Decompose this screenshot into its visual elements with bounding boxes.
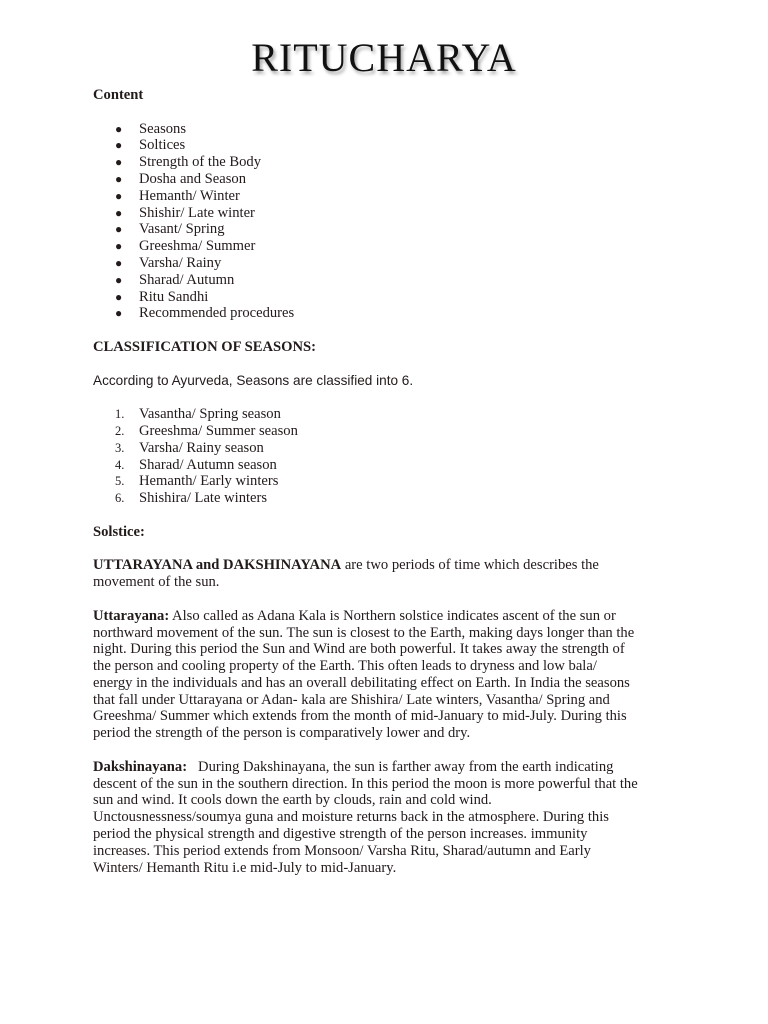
list-item bbox=[93, 406, 683, 423]
list-number: 2. bbox=[115, 423, 125, 438]
list-item bbox=[93, 490, 683, 507]
paragraph-line: period the strength of the person is comparatively lower and dry. bbox=[93, 725, 471, 742]
list-item-text: Recommended procedures bbox=[139, 305, 295, 322]
classification-heading: CLASSIFICATION OF SEASONS: bbox=[93, 338, 317, 355]
seasons-list bbox=[93, 406, 683, 507]
list-item bbox=[93, 188, 683, 205]
bullet-icon: ● bbox=[115, 121, 123, 136]
spacer bbox=[93, 356, 683, 373]
paragraph-line: that fall under Uttarayana or Adan- kala are Shishira/ Late winters, Vasantha/ Spring and bbox=[93, 691, 610, 708]
solstice-intro-paragraph bbox=[93, 557, 683, 591]
list-item-text: Soltices bbox=[139, 137, 186, 154]
paragraph-line: increases. This period extends from Monsoon/ Varsha Ritu, Sharad/autumn and Early bbox=[93, 842, 591, 859]
list-item-text: Greeshma/ Summer season bbox=[139, 422, 298, 439]
list-item-text: Sharad/ Autumn bbox=[139, 271, 235, 288]
bullet-icon: ● bbox=[115, 255, 123, 270]
bullet-icon: ● bbox=[115, 138, 123, 153]
paragraph-line: Winters/ Hemanth Ritu i.e mid-July to mid-January. bbox=[93, 859, 397, 876]
list-item bbox=[93, 238, 683, 255]
document-body bbox=[93, 87, 683, 876]
list-item bbox=[93, 137, 683, 154]
paragraph-line: movement of the sun. bbox=[93, 574, 220, 591]
list-item-text: Vasant/ Spring bbox=[139, 221, 225, 238]
paragraph-line: Unctousnessness/soumya guna and moisture returns back in the atmosphere. During this bbox=[93, 809, 609, 826]
list-item bbox=[93, 272, 683, 289]
bullet-icon: ● bbox=[115, 272, 123, 287]
list-number: 6. bbox=[115, 491, 125, 506]
list-item-text: Seasons bbox=[139, 120, 187, 137]
bullet-icon: ● bbox=[115, 171, 123, 186]
paragraph-line: northward movement of the sun. The sun is closest to the Earth, making days longer than the bbox=[93, 624, 635, 641]
spacer bbox=[93, 104, 683, 121]
spacer bbox=[93, 541, 683, 558]
content-heading: Content bbox=[93, 87, 144, 103]
list-item bbox=[93, 423, 683, 440]
dakshinayana-paragraph bbox=[93, 759, 683, 877]
contents-list bbox=[93, 121, 683, 323]
bullet-icon: ● bbox=[115, 188, 123, 203]
list-item bbox=[93, 171, 683, 188]
paragraph-line: descent of the sun in the southern direction. In this period the moon is more powerful that the bbox=[93, 775, 638, 792]
list-number: 5. bbox=[115, 474, 125, 489]
paragraph-line: period the physical strength and digestive strength of the person increases. immunity bbox=[93, 826, 588, 843]
paragraph-line: Greeshma/ Summer which extends from the month of mid-January to mid-July. During this bbox=[93, 708, 627, 725]
list-item bbox=[93, 440, 683, 457]
list-item-text: Shishir/ Late winter bbox=[139, 204, 255, 221]
list-item bbox=[93, 473, 683, 490]
bullet-icon: ● bbox=[115, 306, 123, 321]
list-item bbox=[93, 305, 683, 322]
line-text: During Dakshinayana, the sun is farther away from the earth indicating bbox=[187, 758, 614, 775]
line-text: Also called as Adana Kala is Northern solstice indicates ascent of the sun or bbox=[169, 607, 616, 624]
list-item-text: Greeshma/ Summer bbox=[139, 238, 256, 255]
list-number: 4. bbox=[115, 457, 125, 472]
list-item-text: Sharad/ Autumn season bbox=[139, 456, 277, 473]
spacer bbox=[93, 591, 683, 608]
list-item bbox=[93, 221, 683, 238]
list-number: 3. bbox=[115, 440, 125, 455]
bullet-icon: ● bbox=[115, 155, 123, 170]
list-item-text: Vasantha/ Spring season bbox=[139, 406, 281, 423]
list-number: 1. bbox=[115, 407, 125, 422]
list-item bbox=[93, 121, 683, 138]
list-item bbox=[93, 255, 683, 272]
list-item-text: Dosha and Season bbox=[139, 170, 247, 187]
paragraph-line: the person and cooling property of the Earth. This often leads to dryness and low bala/ bbox=[93, 658, 597, 675]
solstice-heading: Solstice: bbox=[93, 523, 145, 540]
list-item-text: Hemanth/ Early winters bbox=[139, 473, 279, 490]
spacer bbox=[93, 742, 683, 759]
paragraph-line: sun and wind. It cools down the earth by clouds, rain and cold wind. bbox=[93, 792, 492, 809]
list-item-text: Hemanth/ Winter bbox=[139, 187, 240, 204]
paragraph-line bbox=[93, 608, 683, 625]
spacer bbox=[93, 389, 683, 406]
list-item-text: Varsha/ Rainy season bbox=[139, 439, 264, 456]
spacer bbox=[93, 322, 683, 339]
classification-intro: According to Ayurveda, Seasons are classified into 6. bbox=[93, 372, 414, 388]
document-title: RITUCHARYA bbox=[251, 35, 517, 80]
list-item bbox=[93, 289, 683, 306]
list-item-text: Ritu Sandhi bbox=[139, 288, 209, 305]
spacer bbox=[93, 507, 683, 524]
bullet-icon: ● bbox=[115, 222, 123, 237]
bullet-icon: ● bbox=[115, 289, 123, 304]
bullet-icon: ● bbox=[115, 239, 123, 254]
list-item bbox=[93, 457, 683, 474]
list-item-text: Strength of the Body bbox=[139, 154, 262, 171]
paragraph-line: energy in the individuals and has an overall debilitating effect on Earth. In India the seasons bbox=[93, 674, 630, 691]
paragraph-line: night. During this period the Sun and Wind are both powerful. It takes away the strength of bbox=[93, 641, 625, 658]
paragraph-line bbox=[93, 759, 683, 776]
list-item bbox=[93, 205, 683, 222]
list-item-text: Varsha/ Rainy bbox=[139, 254, 222, 271]
bullet-icon: ● bbox=[115, 205, 123, 220]
line-text: are two periods of time which describes the bbox=[341, 557, 599, 574]
uttarayana-paragraph bbox=[93, 608, 683, 742]
uttarayana-label: Uttarayana: bbox=[93, 607, 170, 624]
paragraph-line bbox=[93, 557, 683, 574]
dakshinayana-label: Dakshinayana: bbox=[93, 758, 188, 775]
list-item bbox=[93, 154, 683, 171]
solstice-intro-bold: UTTARAYANA and DAKSHINAYANA bbox=[93, 557, 342, 574]
list-item-text: Shishira/ Late winters bbox=[139, 490, 268, 507]
